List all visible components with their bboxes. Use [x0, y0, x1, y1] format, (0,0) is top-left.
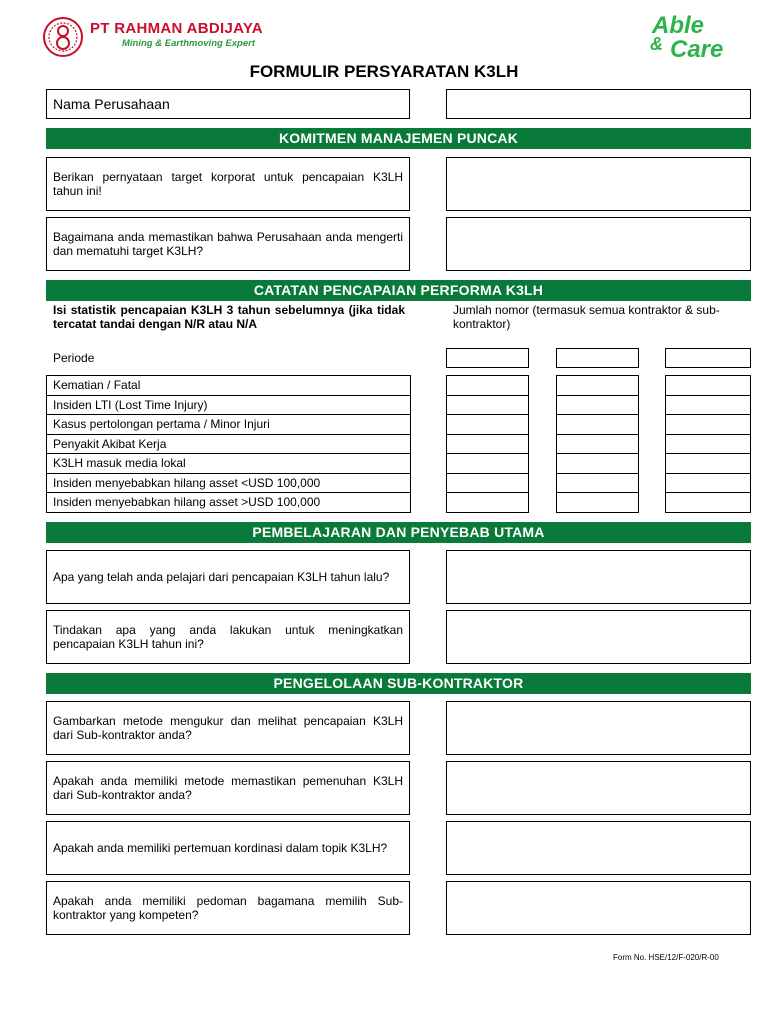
stats-instruction: Isi statistik pencapaian K3LH 3 tahun sebelumnya (jika tidak tercatat tandai dengan N/R atau N/A — [53, 303, 405, 331]
question-text: Apakah anda memiliki pedoman bagamana memilih Sub-kontraktor yang kompeten? — [53, 894, 403, 922]
stats-count-note: Jumlah nomor (termasuk semua kontraktor & sub-kontraktor) — [453, 303, 720, 331]
stats-row-label: Kematian / Fatal — [46, 376, 411, 396]
answer-input[interactable] — [446, 550, 751, 604]
answer-input[interactable] — [446, 701, 751, 755]
company-tagline: Mining & Earthmoving Expert — [122, 38, 256, 49]
section-header-catatan: CATATAN PENCAPAIAN PERFORMA K3LH — [46, 280, 751, 301]
question-text: Bagaimana anda memastikan bahwa Perusahaan anda mengerti dan mematuhi target K3LH? — [53, 230, 403, 258]
question-text: Apakah anda memiliki metode memastikan pemenuhan K3LH dari Sub-kontraktor anda? — [53, 774, 403, 802]
stat-input[interactable] — [665, 473, 751, 494]
company-name-label-box — [46, 89, 410, 119]
period-label: Periode — [53, 351, 95, 365]
period-input-3[interactable] — [665, 348, 751, 368]
stat-input[interactable] — [665, 492, 751, 513]
answer-input[interactable] — [446, 217, 751, 271]
section-header-subkontraktor: PENGELOLAAN SUB-KONTRAKTOR — [46, 673, 751, 694]
stat-input[interactable] — [446, 473, 529, 494]
question-text: Tindakan apa yang anda lakukan untuk meningkatkan pencapaian K3LH tahun ini? — [53, 623, 403, 651]
stats-input-col-2 — [556, 375, 639, 513]
stats-row-label: Insiden menyebabkan hilang asset <USD 100,000 — [46, 474, 411, 494]
company-logo-icon — [42, 16, 84, 58]
question-box — [46, 157, 410, 211]
question-box — [46, 217, 410, 271]
question-box — [46, 701, 410, 755]
stats-input-col-3 — [665, 375, 751, 513]
stat-input[interactable] — [556, 414, 639, 435]
stat-input[interactable] — [446, 492, 529, 513]
stat-input[interactable] — [665, 453, 751, 474]
company-name-input[interactable] — [446, 89, 751, 119]
stat-input[interactable] — [665, 395, 751, 416]
question-box — [46, 550, 410, 604]
question-box — [46, 821, 410, 875]
stat-input[interactable] — [556, 375, 639, 396]
stats-table — [46, 375, 751, 513]
stat-input[interactable] — [556, 492, 639, 513]
question-box — [46, 761, 410, 815]
period-input-2[interactable] — [556, 348, 639, 368]
answer-input[interactable] — [446, 881, 751, 935]
stats-input-col-1 — [446, 375, 529, 513]
question-text: Gambarkan metode mengukur dan melihat pencapaian K3LH dari Sub-kontraktor anda? — [53, 714, 403, 742]
section-header-komitmen: KOMITMEN MANAJEMEN PUNCAK — [46, 128, 751, 149]
stat-input[interactable] — [556, 453, 639, 474]
question-text: Apakah anda memiliki pertemuan kordinasi dalam topik K3LH? — [53, 841, 388, 855]
stat-input[interactable] — [446, 395, 529, 416]
page-title: FORMULIR PERSYARATAN K3LH — [249, 62, 519, 81]
company-name: PT RAHMAN ABDIJAYA — [90, 20, 263, 37]
brand-care: Care — [670, 36, 724, 63]
stat-input[interactable] — [665, 375, 751, 396]
answer-input[interactable] — [446, 821, 751, 875]
stat-input[interactable] — [665, 434, 751, 455]
stat-input[interactable] — [446, 414, 529, 435]
answer-input[interactable] — [446, 610, 751, 664]
brand-amp: & — [650, 34, 663, 54]
stats-row-label: K3LH masuk media lokal — [46, 454, 411, 474]
able-care-logo — [646, 12, 736, 64]
stat-input[interactable] — [556, 473, 639, 494]
question-text: Apa yang telah anda pelajari dari pencapaian K3LH tahun lalu? — [53, 570, 390, 584]
stats-row-label: Kasus pertolongan pertama / Minor Injuri — [46, 415, 411, 435]
form-number: Form No. HSE/12/F-020/R-00 — [613, 953, 719, 962]
stat-input[interactable] — [556, 434, 639, 455]
stats-row-label: Penyakit Akibat Kerja — [46, 435, 411, 455]
answer-input[interactable] — [446, 761, 751, 815]
answer-input[interactable] — [446, 157, 751, 211]
company-name-label: Nama Perusahaan — [53, 96, 170, 112]
period-input-1[interactable] — [446, 348, 529, 368]
question-text: Berikan pernyataan target korporat untuk pencapaian K3LH tahun ini! — [53, 170, 403, 198]
section-header-pembelajaran: PEMBELAJARAN DAN PENYEBAB UTAMA — [46, 522, 751, 543]
stat-input[interactable] — [446, 375, 529, 396]
brand-able: Able — [652, 12, 705, 39]
question-box — [46, 610, 410, 664]
stats-row-label: Insiden LTI (Lost Time Injury) — [46, 396, 411, 416]
stat-input[interactable] — [556, 395, 639, 416]
question-box — [46, 881, 410, 935]
stats-row-label: Insiden menyebabkan hilang asset >USD 100,000 — [46, 493, 411, 513]
stat-input[interactable] — [446, 434, 529, 455]
stat-input[interactable] — [446, 453, 529, 474]
stat-input[interactable] — [665, 414, 751, 435]
